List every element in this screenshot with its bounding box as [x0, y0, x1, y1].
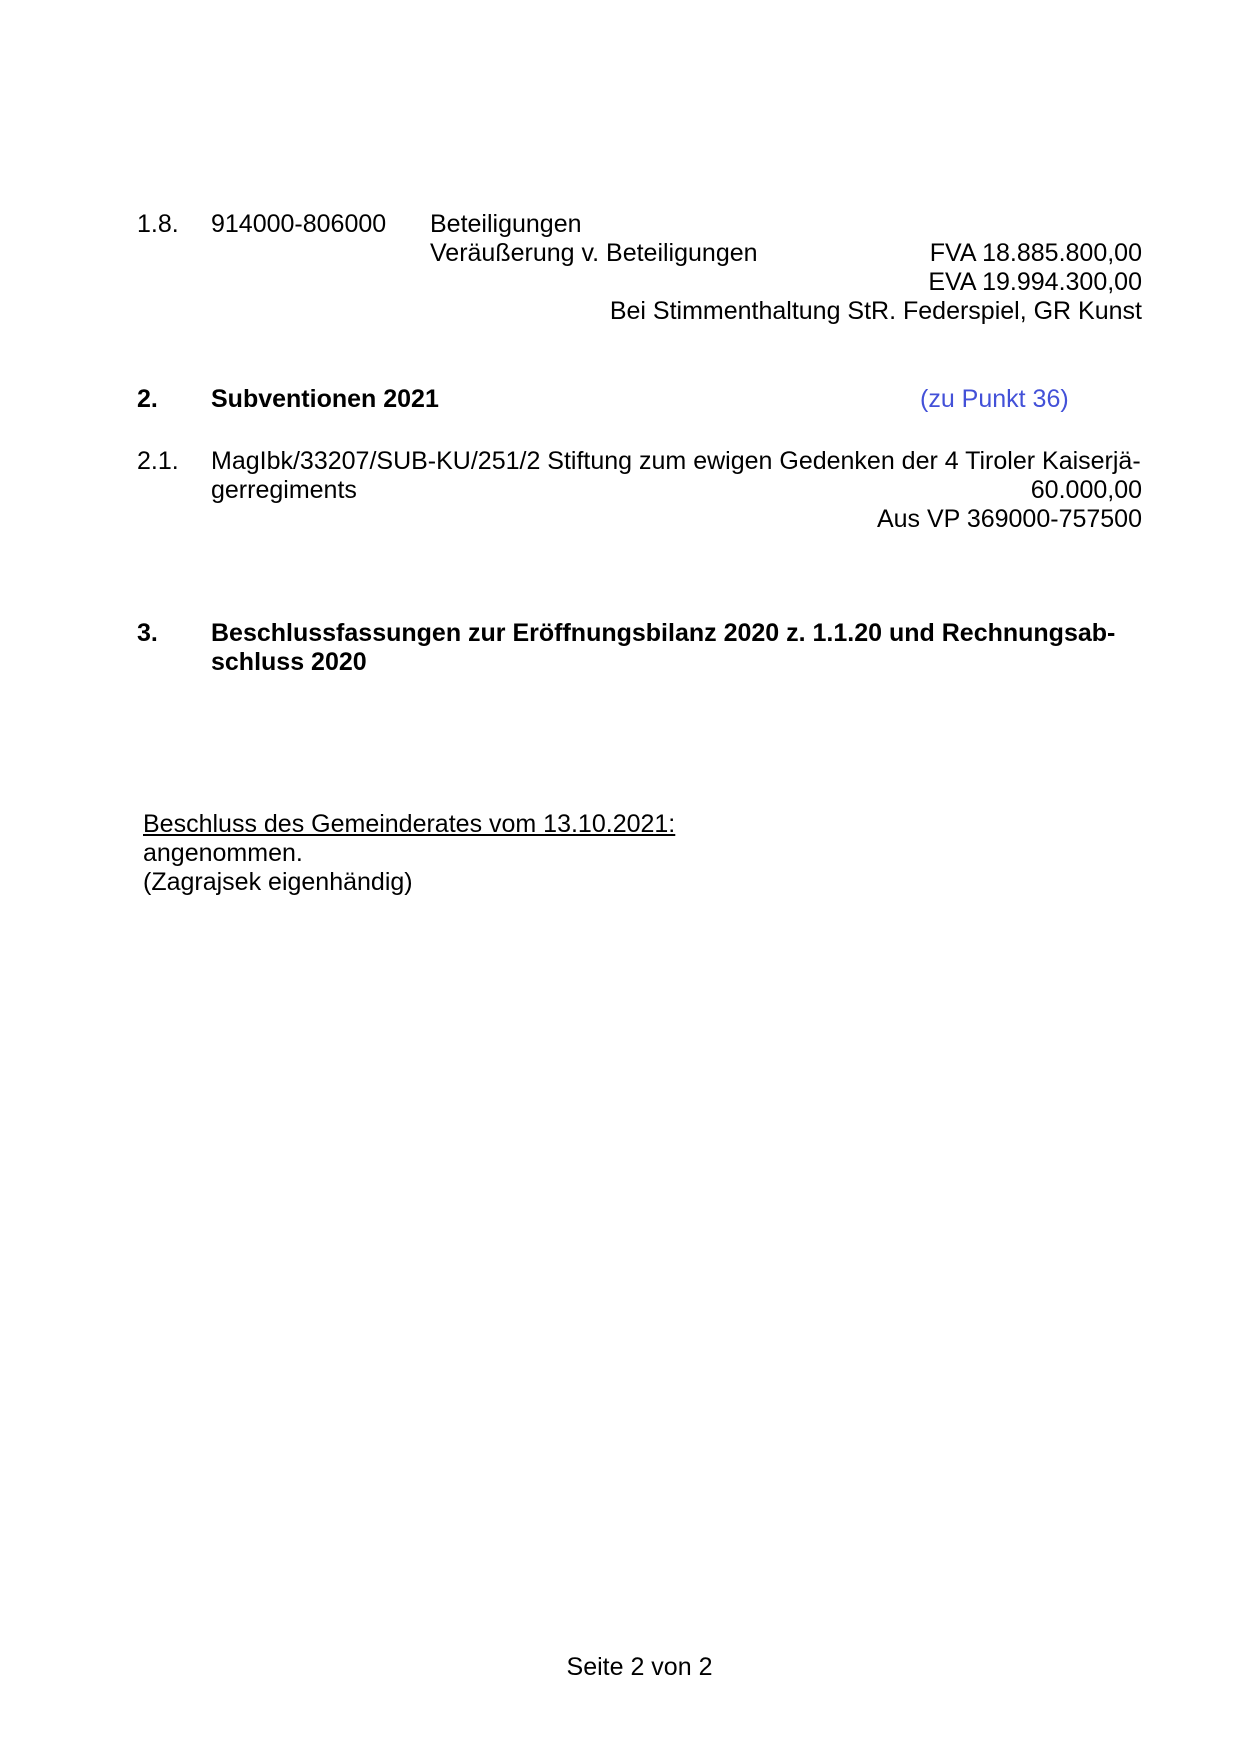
section-2-agenda-point-link[interactable]: (zu Punkt 36)	[920, 385, 1069, 413]
item-2-1-number: 2.1.	[137, 447, 179, 475]
page-number-indicator: Seite 2 von 2	[566, 1653, 713, 1681]
item-1-8-fva-value: FVA 18.885.800,00	[929, 239, 1142, 267]
item-1-8-eva-value: EVA 19.994.300,00	[928, 268, 1142, 296]
item-1-8-title: Beteiligungen	[430, 210, 582, 238]
resolution-result: angenommen.	[143, 839, 303, 867]
resolution-heading: Beschluss des Gemeinderates vom 13.10.2021:	[143, 810, 676, 838]
section-2-number: 2.	[137, 385, 158, 413]
item-1-8-account-number: 914000-806000	[211, 210, 387, 238]
section-2-title: Subventionen 2021	[211, 385, 439, 413]
item-1-8-abstention-note: Bei Stimmenthaltung StR. Federspiel, GR Kunst	[609, 297, 1142, 325]
section-3-number: 3.	[137, 619, 158, 647]
item-1-8-number: 1.8.	[137, 210, 179, 238]
item-2-1-budget-source: Aus VP 369000-757500	[876, 505, 1142, 533]
resolution-signature: (Zagrajsek eigenhändig)	[143, 868, 413, 896]
section-3-title-line1: Beschlussfassungen zur Eröffnungsbilanz 2020 z. 1.1.20 und Rechnungsab-	[211, 619, 1116, 647]
item-1-8-description: Veräußerung v. Beteiligungen	[430, 239, 758, 267]
item-2-1-amount: 60.000,00	[1030, 476, 1142, 504]
section-3-title-line2: schluss 2020	[211, 648, 367, 676]
item-2-1-text-line1: MagIbk/33207/SUB-KU/251/2 Stiftung zum ewigen Gedenken der 4 Tiroler Kaiserjä-	[211, 447, 1141, 475]
item-2-1-text-line2: gerregiments	[211, 476, 357, 504]
